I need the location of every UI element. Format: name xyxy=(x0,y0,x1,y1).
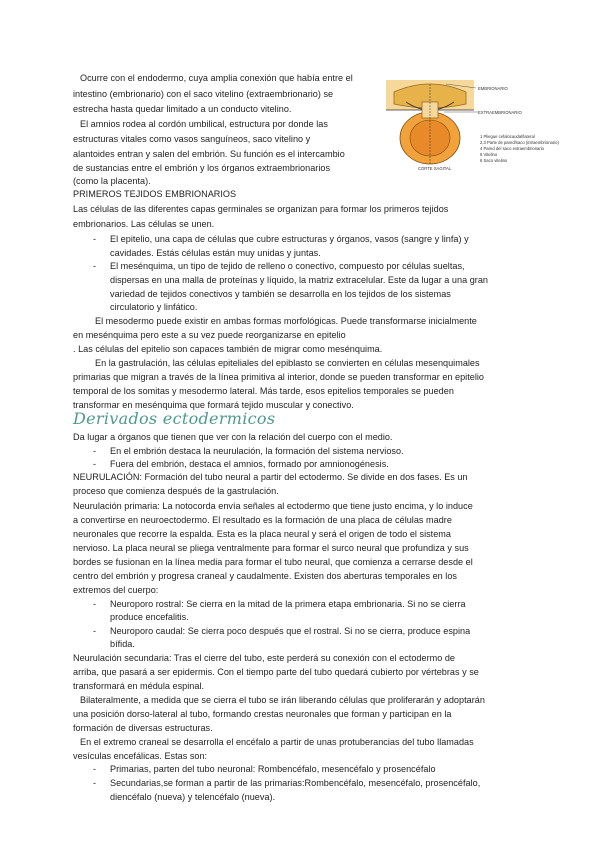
paragraph-line: formación de diversas estructuras. xyxy=(73,723,213,733)
intro-line: El amnios rodea al cordón umbilical, estructura por donde las xyxy=(80,119,328,129)
embryo-figure xyxy=(386,74,559,172)
bullet-line: produce encefalitis. xyxy=(110,612,189,622)
paragraph-line: bordes se fusionan en la línea media para formar el tubo neural, que comienza a cerrarse desde el xyxy=(73,557,473,567)
figure-legend-item: 5 Vitelino xyxy=(480,152,498,157)
section-title: PRIMEROS TEJIDOS EMBRIONARIOS xyxy=(73,189,237,199)
bullet-marker: - xyxy=(93,778,97,788)
paragraph-line: primarias que migran a través de la línea primitiva al interior, donde se pueden transformar en epitelio xyxy=(73,372,485,382)
bullet-marker: - xyxy=(93,446,97,456)
bullet-line: El epitelio, una capa de células que cubre estructuras y órganos, vasos (sangre y linfa) y xyxy=(110,234,469,244)
paragraph-line: nervioso. La placa neural se pliega ventralmente para formar el surco neural que profundiza y sus xyxy=(73,543,469,553)
intro-line: Ocurre con el endodermo, cuya amplia conexión que había entre el xyxy=(80,73,353,83)
paragraph-line: proceso que comienza después de la gastrulación. xyxy=(73,486,279,496)
bullet-line: cavidades. Estás células están muy unidas y juntas. xyxy=(110,248,321,258)
bullet-line: diencéfalo (nueva) y telencéfalo (nueva). xyxy=(110,792,276,802)
figure-legend-item: 1 Pliegue cefalocaudal/lateral xyxy=(480,134,535,139)
bullet-line: Secundarias,se forman a partir de las primarias:Rombencéfalo, mesencéfalo, prosencéfalo, xyxy=(110,778,481,788)
paragraph-line: extremos del cuerpo: xyxy=(73,585,159,595)
figure-label-bottom: CORTE SAGITAL xyxy=(418,166,452,171)
embryo-diagram xyxy=(386,74,556,172)
paragraph-line: embrionarios. Las células se unen. xyxy=(73,219,215,229)
paragraph-line: centro del embrión y progresa craneal y caudalmente. Existen dos aberturas temporales en los xyxy=(73,571,457,581)
bullet-line: circulatorio y linfático. xyxy=(110,302,198,312)
paragraph-line: neuronales que recorre la espalda. Esta es la placa neural y será el origen de todo el sistema xyxy=(73,529,451,539)
intro-line: alantoides entran y salen del embrión. Su función es el intercambio xyxy=(73,149,345,159)
intro-line: de sustancias entre el embrión y los órganos extraembrionarios xyxy=(73,163,331,173)
paragraph-line: Neurulación primaria: La notocorda envía señales al ectodermo que tiene justo encima, y lo induce xyxy=(73,501,473,511)
bullet-line: Primarias, parten del tubo neuronal: Rombencéfalo, mesencéfalo y prosencéfalo xyxy=(110,764,436,774)
paragraph-line: transformar en mesénquima que formará tejido muscular y conectivo. xyxy=(73,400,354,410)
figure-legend-item: 4 Pared del saco extraembrionario xyxy=(480,146,545,151)
paragraph-line: Las células de las diferentes capas germinales se organizan para formar los primeros tejidos xyxy=(73,204,449,214)
bullet-line: dispersas en una malla de proteínas y líquido, la matriz extracelular. Este da lugar a una gran xyxy=(110,275,488,285)
paragraph-line: arriba, que pasará a ser epidermis. Con el tiempo parte del tubo quedará cubierto por vértebras y se xyxy=(73,667,479,677)
bullet-marker: - xyxy=(93,261,97,271)
intro-line: intestino (embrionario) con el saco vitelino (extraembrionario) se xyxy=(73,89,334,99)
paragraph-line: . Las células del epitelio son capaces también de migrar como mesénquima. xyxy=(73,344,383,354)
paragraph-line: a convertirse en neuroectodermo. El resultado es la formación de una placa de células madre xyxy=(73,515,452,525)
paragraph-line: NEURULACIÓN: Formación del tubo neural a partir del ectodermo. Se divide en dos fases. Es un xyxy=(73,472,468,482)
bullet-line: En el embrión destaca la neurulación, la formación del sistema nervioso. xyxy=(110,446,404,456)
figure-legend-item: 6 Saco vitelino xyxy=(480,158,508,163)
bullet-line: El mesénquima, un tipo de tejido de relleno o conectivo, compuesto por células sueltas, xyxy=(110,261,465,271)
intro-line: estructuras vitales como vasos sanguíneos, saco vitelino y xyxy=(73,134,311,144)
paragraph-line: en mesénquima pero este a su vez puede reorganizarse en epitelio xyxy=(73,330,346,340)
figure-legend-item: 2,3 Parte de pared/saco (intraembrionario) xyxy=(480,140,559,145)
intro-line: estrecha hasta quedar limitado a un conducto vitelino. xyxy=(73,104,292,114)
bullet-marker: - xyxy=(93,626,97,636)
paragraph-line: una posición dorso-lateral al tubo, formando crestas neuronales que forman y participan en la xyxy=(73,709,452,719)
paragraph-line: temporal de los somitas y mesodermo lateral. Más tarde, esos epitelios temporales se pueden xyxy=(73,386,454,396)
bullet-marker: - xyxy=(93,599,97,609)
figure-label-top: EMBRIONARIO xyxy=(478,86,508,91)
figure-label-mid: EXTRAEMBRIONARIO xyxy=(478,110,522,115)
bullet-marker: - xyxy=(93,234,97,244)
paragraph-line: En la gastrulación, las células epiteliales del epiblasto se convierten en células mesenquimales xyxy=(95,358,480,368)
bullet-line: Neuroporo caudal: Se cierra poco después que el rostral. Si no se cierra, produce espina xyxy=(110,626,471,636)
bullet-line: Neuroporo rostral: Se cierra en la mitad de la primera etapa embrionaria. Si no se cierra xyxy=(110,599,466,609)
paragraph-line: Bilateralmente, a medida que se cierra el tubo se irán liberando células que proliferarán y adoptarán xyxy=(80,695,485,705)
paragraph-line: transformará en médula espinal. xyxy=(73,681,205,691)
bullet-marker: - xyxy=(93,459,97,469)
paragraph-line: vesículas encefálicas. Estas son: xyxy=(73,751,208,761)
paragraph-line: Da lugar a órganos que tienen que ver con la relación del cuerpo con el medio. xyxy=(73,432,393,442)
bullet-line: variedad de tejidos conectivos y también se desarrolla en los tejidos de los sistemas xyxy=(110,289,451,299)
paragraph-line: Neurulación secundaria: Tras el cierre del tubo, este perderá su conexión con el ectodermo de xyxy=(73,653,455,663)
bullet-line: bífida. xyxy=(110,639,135,649)
paragraph-line: En el extremo craneal se desarrolla el encéfalo a partir de unas protuberancias del tubo llamadas xyxy=(80,737,474,747)
intro-line: (como la placenta). xyxy=(73,176,151,186)
section-heading: Derivados ectodermicos xyxy=(73,409,276,428)
bullet-marker: - xyxy=(93,764,97,774)
bullet-line: Fuera del embrión, destaca el amnios, formado por amnionogénesis. xyxy=(110,459,389,469)
paragraph-line: El mesodermo puede existir en ambas formas morfológicas. Puede transformarse inicialmente xyxy=(95,316,477,326)
